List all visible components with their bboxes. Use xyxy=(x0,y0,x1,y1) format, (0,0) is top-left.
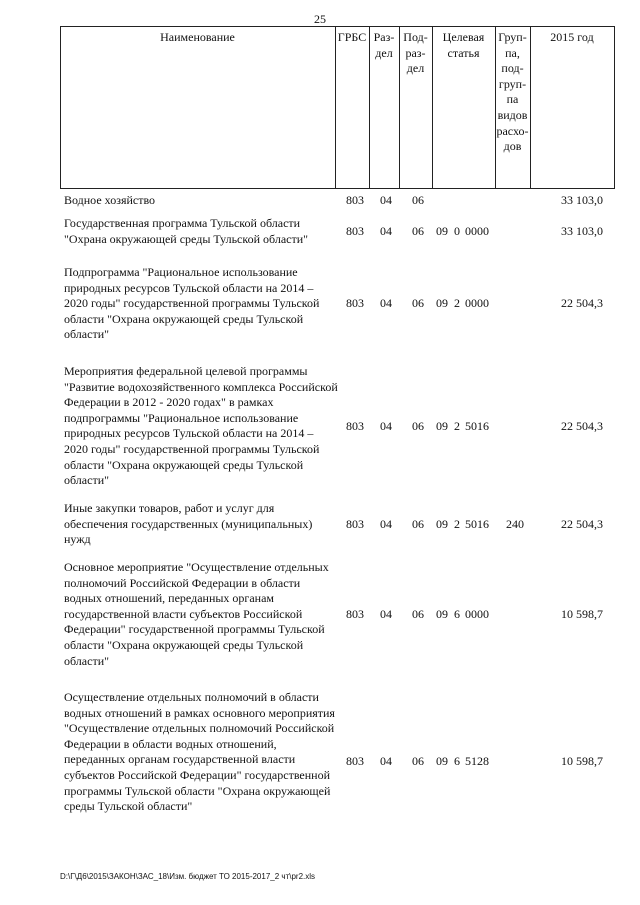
row-name: Водное хозяйство xyxy=(64,193,156,207)
row-razdel: 04 xyxy=(380,224,392,238)
header-divider xyxy=(530,27,531,188)
header-razdel: Раз- дел xyxy=(373,30,395,60)
row-target-subprogram: 6 xyxy=(454,754,460,768)
row-target-subprogram: 2 xyxy=(454,296,460,310)
row-razdel: 04 xyxy=(380,754,392,768)
row-target-direction: 5016 xyxy=(465,419,489,433)
row-grbs: 803 xyxy=(346,419,364,433)
table-header xyxy=(60,26,615,189)
row-target-program: 09 xyxy=(436,224,448,238)
row-name: Осуществление отдельных полномочий в области водных отношений в рамках основного мероприятия "Осуществление отдельных полномочий Российской Федерации в области водных отношений, переданных органам государственной власти субъектов Российской Федерации" государственной программы Тульской области "Охрана окружающей среды Тульской области" xyxy=(64,690,335,814)
row-name: Государственная программа Тульской области "Охрана окружающей среды Тульской области" xyxy=(64,216,309,246)
row-razdel: 04 xyxy=(380,419,392,433)
row-amount: 10 598,7 xyxy=(561,754,603,768)
row-razdel: 04 xyxy=(380,296,392,310)
row-name: Основное мероприятие "Осуществление отдельных полномочий Российской Федерации в области водных отношений, переданных органам государственной власти субъектов Российской Федерации" государственной программы Тульской области "Охрана окружающей среды Тульской области" xyxy=(64,560,329,668)
row-podrazdel: 06 xyxy=(412,419,424,433)
row-name: Мероприятия федеральной целевой программы "Развитие водохозяйственного комплекса Российской Федерации в 2012 - 2020 годах" в рамках подпрограммы "Рациональное использование природных ресурсов Тульской области на 2014 – 2020 годы" государственной программы Тульской области "Охрана окружающей среды Тульской области" xyxy=(64,364,338,488)
row-target-subprogram: 6 xyxy=(454,607,460,621)
row-amount: 22 504,3 xyxy=(561,296,603,310)
header-grbs: ГРБС xyxy=(337,30,367,44)
row-amount: 33 103,0 xyxy=(561,193,603,207)
header-border xyxy=(60,27,61,188)
row-grbs: 803 xyxy=(346,193,364,207)
header-celevaya: Целевая статья xyxy=(442,30,485,60)
row-podrazdel: 06 xyxy=(412,296,424,310)
row-razdel: 04 xyxy=(380,193,392,207)
row-target-direction: 0000 xyxy=(465,607,489,621)
row-target-program: 09 xyxy=(436,754,448,768)
row-podrazdel: 06 xyxy=(412,754,424,768)
header-divider xyxy=(335,27,336,188)
row-grbs: 803 xyxy=(346,754,364,768)
row-expense-group: 240 xyxy=(506,517,524,531)
row-target-program: 09 xyxy=(436,296,448,310)
row-target-direction: 5128 xyxy=(465,754,489,768)
row-target-subprogram: 2 xyxy=(454,419,460,433)
row-podrazdel: 06 xyxy=(412,607,424,621)
header-name: Наименование xyxy=(160,30,235,44)
row-grbs: 803 xyxy=(346,517,364,531)
header-gruppa: Груп- па, под- груп- па видов расхо- дов xyxy=(496,30,529,154)
header-podrazdel: Под- раз- дел xyxy=(403,30,428,76)
page-number: 25 xyxy=(314,12,326,26)
row-grbs: 803 xyxy=(346,296,364,310)
row-name: Иные закупки товаров, работ и услуг для обеспечения государственных (муниципальных) нужд xyxy=(64,501,313,547)
row-podrazdel: 06 xyxy=(412,193,424,207)
row-target-subprogram: 2 xyxy=(454,517,460,531)
row-razdel: 04 xyxy=(380,517,392,531)
row-podrazdel: 06 xyxy=(412,517,424,531)
file-path-footer: D:\Г\Д6\2015\ЗАКОН\ЗАС_18\Изм. бюджет ТО 2015-2017_2 чт\pr2.xls xyxy=(60,872,316,881)
row-target-direction: 5016 xyxy=(465,517,489,531)
row-target-direction: 0000 xyxy=(465,224,489,238)
row-amount: 33 103,0 xyxy=(561,224,603,238)
row-target-direction: 0000 xyxy=(465,296,489,310)
row-grbs: 803 xyxy=(346,607,364,621)
row-grbs: 803 xyxy=(346,224,364,238)
header-year: 2015 год xyxy=(550,30,594,44)
row-amount: 22 504,3 xyxy=(561,419,603,433)
row-podrazdel: 06 xyxy=(412,224,424,238)
header-border xyxy=(614,27,615,188)
row-target-program: 09 xyxy=(436,607,448,621)
row-razdel: 04 xyxy=(380,607,392,621)
row-target-program: 09 xyxy=(436,419,448,433)
row-amount: 10 598,7 xyxy=(561,607,603,621)
row-target-subprogram: 0 xyxy=(454,224,460,238)
row-amount: 22 504,3 xyxy=(561,517,603,531)
row-name: Подпрограмма "Рациональное использование природных ресурсов Тульской области на 2014 – 2020 годы" государственной программы Тульской области "Охрана окружающей среды Тульской области" xyxy=(64,265,320,342)
row-target-program: 09 xyxy=(436,517,448,531)
